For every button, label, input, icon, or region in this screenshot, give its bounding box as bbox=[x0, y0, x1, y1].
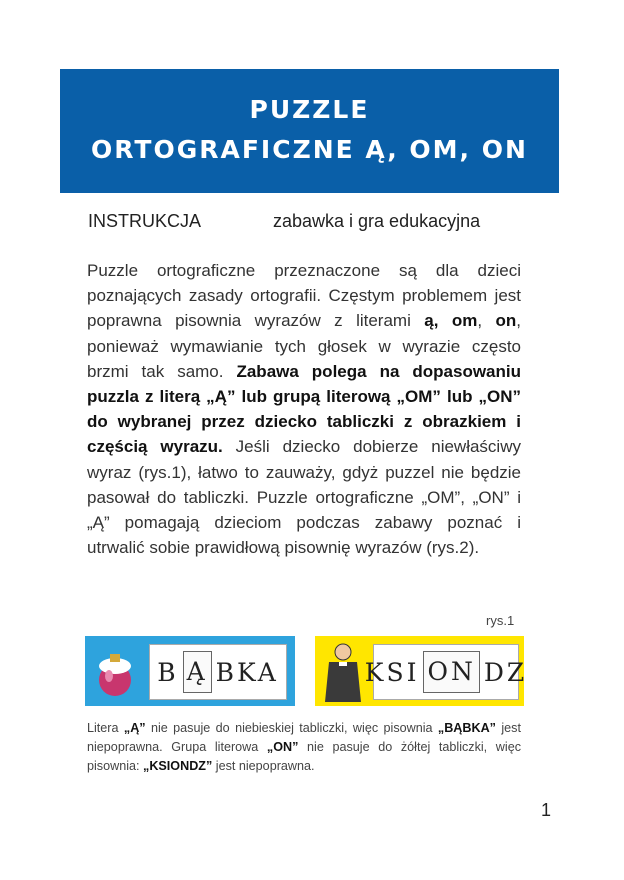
instruction-label: INSTRUKCJA bbox=[88, 211, 202, 231]
text-run: , bbox=[477, 311, 496, 331]
text-run: jest niepoprawna. bbox=[212, 759, 315, 773]
bold-letters: on bbox=[495, 311, 517, 331]
figure-babka bbox=[85, 636, 295, 706]
text-run: , ponieważ wymawianie tych głosek w wyrazie często brzmi tak samo. bbox=[87, 311, 522, 381]
bold-run: „KSIONDZ” bbox=[143, 759, 213, 773]
title-line-2: ORTOGRAFICZNE Ą, OM, ON bbox=[91, 135, 528, 164]
puzzle-piece[interactable]: ON bbox=[423, 651, 479, 693]
word-suffix: DZ bbox=[483, 657, 528, 687]
word-prefix: KSI bbox=[364, 657, 420, 687]
text-run: nie pasuje do niebieskiej tabliczki, więc pisownia bbox=[145, 721, 438, 735]
instruction-paragraph bbox=[87, 258, 521, 560]
bold-run: „Ą” bbox=[123, 721, 146, 735]
bold-run: „ON” bbox=[266, 740, 299, 754]
word-card bbox=[149, 644, 287, 700]
bold-letters: ą, om bbox=[424, 311, 478, 331]
word-suffix: BKA bbox=[215, 657, 279, 687]
word-prefix: B bbox=[157, 657, 179, 687]
puzzle-piece[interactable]: Ą bbox=[183, 651, 212, 693]
title-line-1: PUZZLE bbox=[249, 95, 370, 124]
text-run: Jeśli dziecko dobierze niewłaściwy wyraz (rys.1), łatwo to zauważy, gdyż puzzel nie będzie pasował do tabliczki. Puzzle ortograficzne „OM”, „ON” i „Ą” pomagają dzieciom podczas zabawy poznać i utrwalić sobie prawidłową pisownię wyrazów (rys.2). bbox=[87, 437, 521, 558]
figure-caption bbox=[87, 719, 521, 776]
product-subtitle: zabawka i gra edukacyjna bbox=[273, 211, 481, 231]
text-run: jest niepoprawna. Grupa literowa bbox=[87, 721, 521, 754]
figure-ksiadz bbox=[315, 636, 528, 706]
bold-rule: Zabawa polega na dopasowaniu puzzla z literą „Ą” lub grupą literową „OM” lub „ON” do wybranej przez dziecko tabliczki z obrazkiem i częścią wyrazu. bbox=[87, 361, 521, 457]
figure-label: rys.1 bbox=[486, 613, 515, 628]
text-run: Puzzle ortograficzne przeznaczone są dla dzieci poznających zasady ortografii. Częstym problemem jest poprawna pisownia wyrazów z literami bbox=[87, 261, 521, 331]
text-run: nie pasuje do żółtej tabliczki, więc pisownia: bbox=[87, 740, 522, 773]
title-banner bbox=[60, 69, 559, 193]
christmas-ornament-icon bbox=[85, 636, 149, 706]
page-number: 1 bbox=[541, 800, 552, 820]
bold-run: „BĄBKA” bbox=[437, 721, 496, 735]
word-card bbox=[364, 644, 528, 700]
text-run: Litera bbox=[87, 721, 124, 735]
